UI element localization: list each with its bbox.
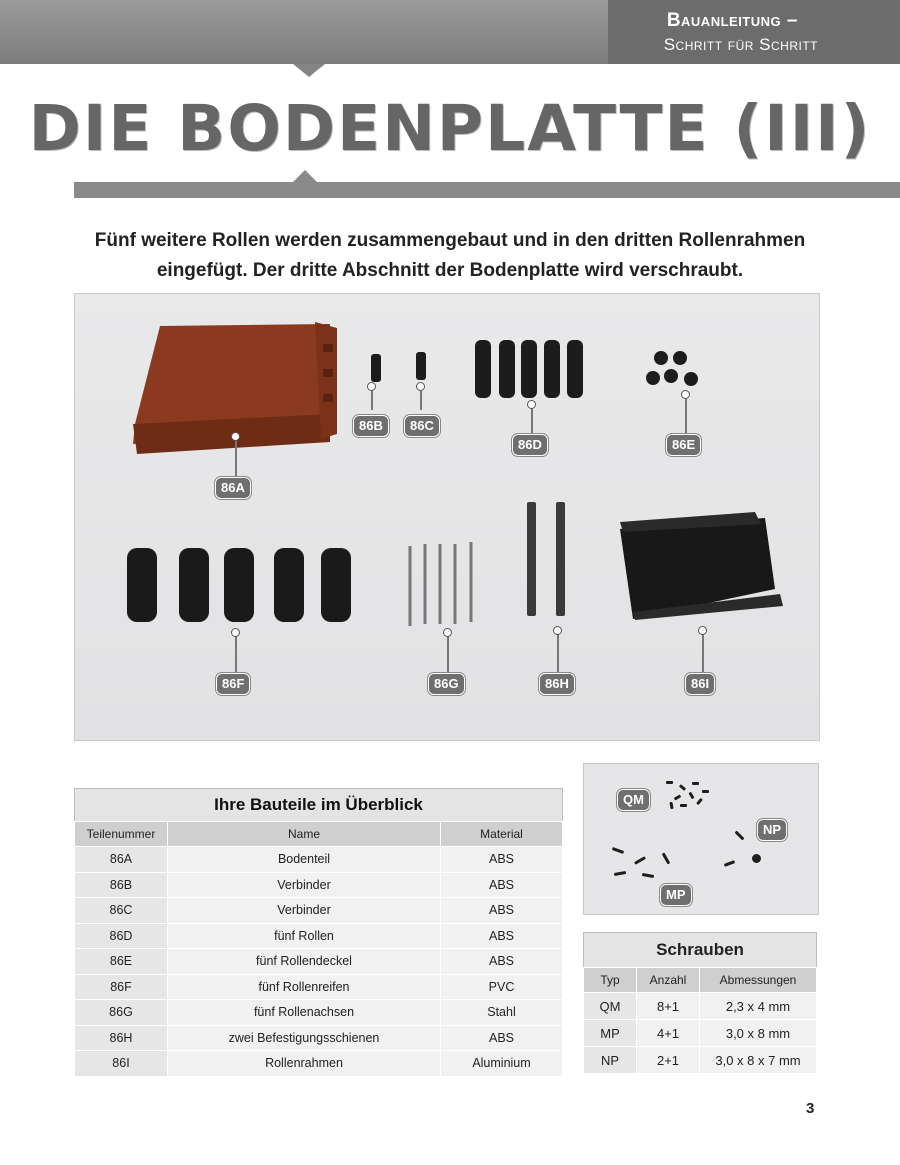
screw-type: MP [584,1020,637,1047]
screw-np [724,860,735,867]
table-row [75,1000,563,1026]
screw-mp [634,856,646,865]
screw-qm [688,792,694,800]
screw-count: 4+1 [637,1020,700,1047]
part-material: ABS [441,898,563,924]
lead-dot-86d [527,400,536,409]
part-name: fünf Rollen [168,923,441,949]
screw-mp [612,847,624,854]
label-86h: 86H [539,673,575,695]
screw-qm [702,790,709,793]
col-header-anzahl: Anzahl [637,968,700,993]
screws-table-caption: Schrauben [584,933,817,968]
label-86b: 86B [353,415,389,437]
screw-count: 8+1 [637,993,700,1020]
label-qm: QM [617,789,650,811]
page-number: 3 [806,1100,815,1117]
lead-dot-86c [416,382,425,391]
label-86f: 86F [216,673,250,695]
part-material: ABS [441,949,563,975]
screw-type: NP [584,1047,637,1074]
screws-photo [583,763,819,915]
part-86d-rollen [475,340,583,398]
screw-type: QM [584,993,637,1020]
parts-table-caption: Ihre Bauteile im Überblick [75,789,563,822]
screw-mp [662,853,671,865]
part-86g-rollenachsen [410,542,471,626]
part-86f-rollenreifen [127,548,351,622]
lead-dot-86a [231,432,240,441]
lead-86i [702,630,704,674]
title-rule [74,182,900,198]
screw-qm [692,782,699,785]
parts-overview-table [74,788,563,1077]
table-row [584,993,817,1020]
col-header-name: Name [168,822,441,847]
lead-dot-86i [698,626,707,635]
screw-dimensions: 3,0 x 8 x 7 mm [700,1047,817,1074]
header-notch [293,64,325,77]
label-86e: 86E [666,434,701,456]
screw-mp [614,871,626,876]
lead-86f [235,632,237,674]
screw-qm [680,804,687,807]
label-np: NP [757,819,787,841]
part-number: 86C [75,898,168,924]
screw-np [735,831,745,841]
table-row [75,923,563,949]
part-number: 86I [75,1051,168,1077]
part-name: Verbinder [168,898,441,924]
screw-qm [696,798,703,805]
part-name: fünf Rollendeckel [168,949,441,975]
section-label-line1: Bauanleitung – [666,10,798,31]
table-row [75,847,563,873]
screw-count: 2+1 [637,1047,700,1074]
table-row [584,1047,817,1074]
section-label [608,0,900,64]
part-86b-verbinder [371,354,381,382]
page-title: DIE BODENPLATTE (III) [28,92,872,165]
part-number: 86A [75,847,168,873]
col-header-teilenummer: Teilenummer [75,822,168,847]
table-row [75,1025,563,1051]
label-86c: 86C [404,415,440,437]
screw-np [752,854,761,863]
screw-qm [669,802,673,809]
lead-dot-86e [681,390,690,399]
part-name: fünf Rollenachsen [168,1000,441,1026]
part-material: Stahl [441,1000,563,1026]
label-86g: 86G [428,673,465,695]
screws-table [583,932,817,1074]
col-header-typ: Typ [584,968,637,993]
table-row [75,974,563,1000]
part-name: Rollenrahmen [168,1051,441,1077]
label-86i: 86I [685,673,715,695]
part-86h-befestigungsschienen [527,502,565,616]
part-material: PVC [441,974,563,1000]
lead-dot-86b [367,382,376,391]
parts-photo [74,293,820,741]
part-number: 86B [75,872,168,898]
part-number: 86H [75,1025,168,1051]
part-86e-rollendeckel [646,351,698,386]
lead-86h [557,630,559,674]
part-number: 86D [75,923,168,949]
screw-qm [679,784,686,791]
screw-dimensions: 3,0 x 8 mm [700,1020,817,1047]
table-row [75,898,563,924]
table-row [75,949,563,975]
lead-dot-86g [443,628,452,637]
screw-mp [642,873,654,878]
part-name: zwei Befestigungsschienen [168,1025,441,1051]
intro-text: Fünf weitere Rollen werden zusammengebaut und in den dritten Rollenrahmen eingefügt. Der dritte Abschnitt der Bodenplatte wird verschraubt. [94,230,806,281]
label-mp: MP [660,884,692,906]
section-label-line2: Schritt für Schritt [663,35,818,54]
col-header-abmessungen: Abmessungen [700,968,817,993]
col-header-material: Material [441,822,563,847]
lead-86g [447,632,449,674]
part-material: Aluminium [441,1051,563,1077]
part-material: ABS [441,1025,563,1051]
table-row [75,1051,563,1077]
screw-qm [674,794,682,800]
part-name: Verbinder [168,872,441,898]
part-86c-verbinder [416,352,426,380]
table-row [584,1020,817,1047]
screw-dimensions: 2,3 x 4 mm [700,993,817,1020]
part-number: 86G [75,1000,168,1026]
part-number: 86E [75,949,168,975]
lead-86e [685,394,687,434]
part-number: 86F [75,974,168,1000]
part-86i-rollenrahmen [620,512,783,620]
lead-86a [235,436,237,476]
part-material: ABS [441,923,563,949]
part-material: ABS [441,847,563,873]
part-material: ABS [441,872,563,898]
table-row [75,872,563,898]
lead-dot-86h [553,626,562,635]
part-name: fünf Rollenreifen [168,974,441,1000]
label-86d: 86D [512,434,548,456]
screw-qm [666,781,673,784]
label-86a: 86A [215,477,251,499]
part-name: Bodenteil [168,847,441,873]
lead-dot-86f [231,628,240,637]
